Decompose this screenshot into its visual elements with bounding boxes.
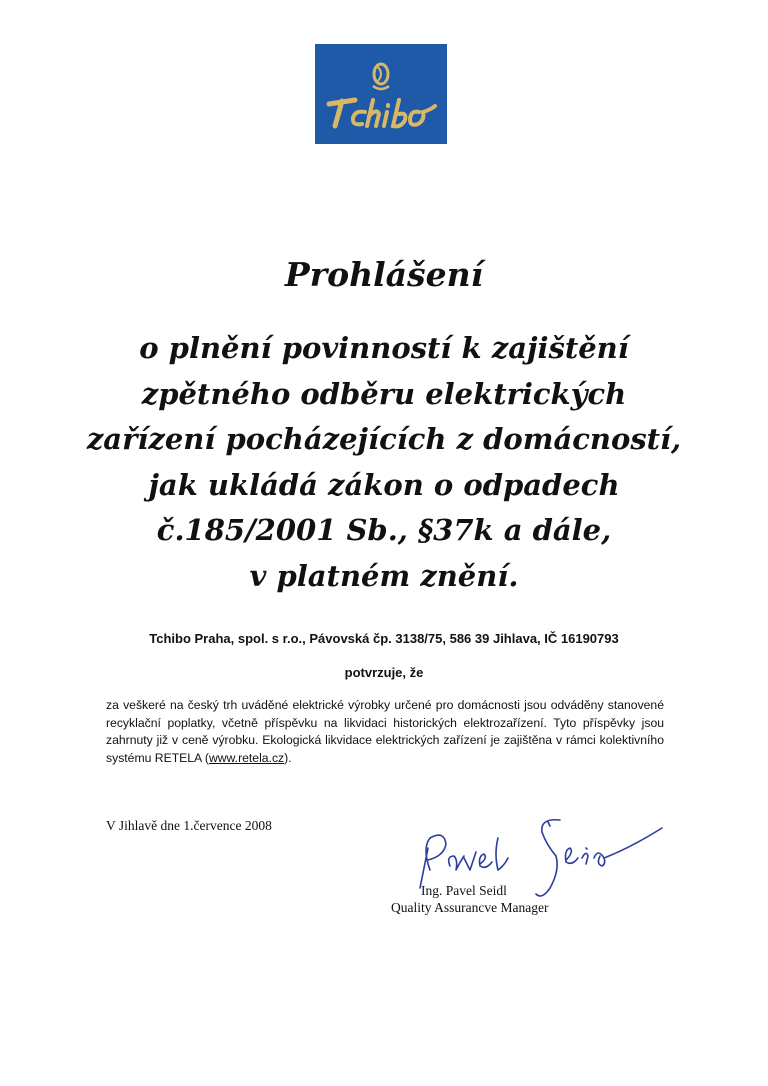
tchibo-logo-icon <box>315 44 447 144</box>
document-title: Prohlášení <box>284 255 484 294</box>
place-and-date: V Jihlavě dne 1.července 2008 <box>106 818 272 833</box>
retela-link[interactable]: www.retela.cz <box>208 750 285 765</box>
signer-role: Quality Assurancve Manager <box>391 900 549 915</box>
body-text-before-link: za veškeré na český trh uváděné elektrické výrobky určené pro domácnosti jsou odváděny stanovené recyklační poplatky, včetně příspěvku na likvidaci historických elektrozařízení. Tyto příspěvky jsou zahrnuty již v ceně výrobku. Ekologická likvidace elektrických zařízení je zajištěna v rámci kolektivního systému RETELA ( <box>106 698 664 765</box>
tchibo-logo <box>315 44 447 144</box>
declaration-heading <box>0 326 768 599</box>
heading-line-5: č.185/2001 Sb., §37k a dále, <box>156 513 612 547</box>
company-line: Tchibo Praha, spol. s r.o., Pávovská čp. 3138/75, 586 39 Jihlava, IČ 16190793 <box>149 631 619 646</box>
heading-line-3: zařízení pocházejících z domácností, <box>86 422 682 456</box>
body-paragraph <box>106 697 664 767</box>
body-text-after-link: ). <box>284 750 292 765</box>
heading-line-2: zpětného odběru elektrických <box>141 376 627 411</box>
heading-line-4: jak ukládá zákon o odpadech <box>148 467 620 502</box>
heading-line-1: o plnění povinností k zajištění <box>139 331 629 365</box>
signer-name: Ing. Pavel Seidl <box>421 883 507 898</box>
heading-line-6: v platném znění. <box>249 558 519 593</box>
confirms-text: potvrzuje, že <box>344 665 424 680</box>
